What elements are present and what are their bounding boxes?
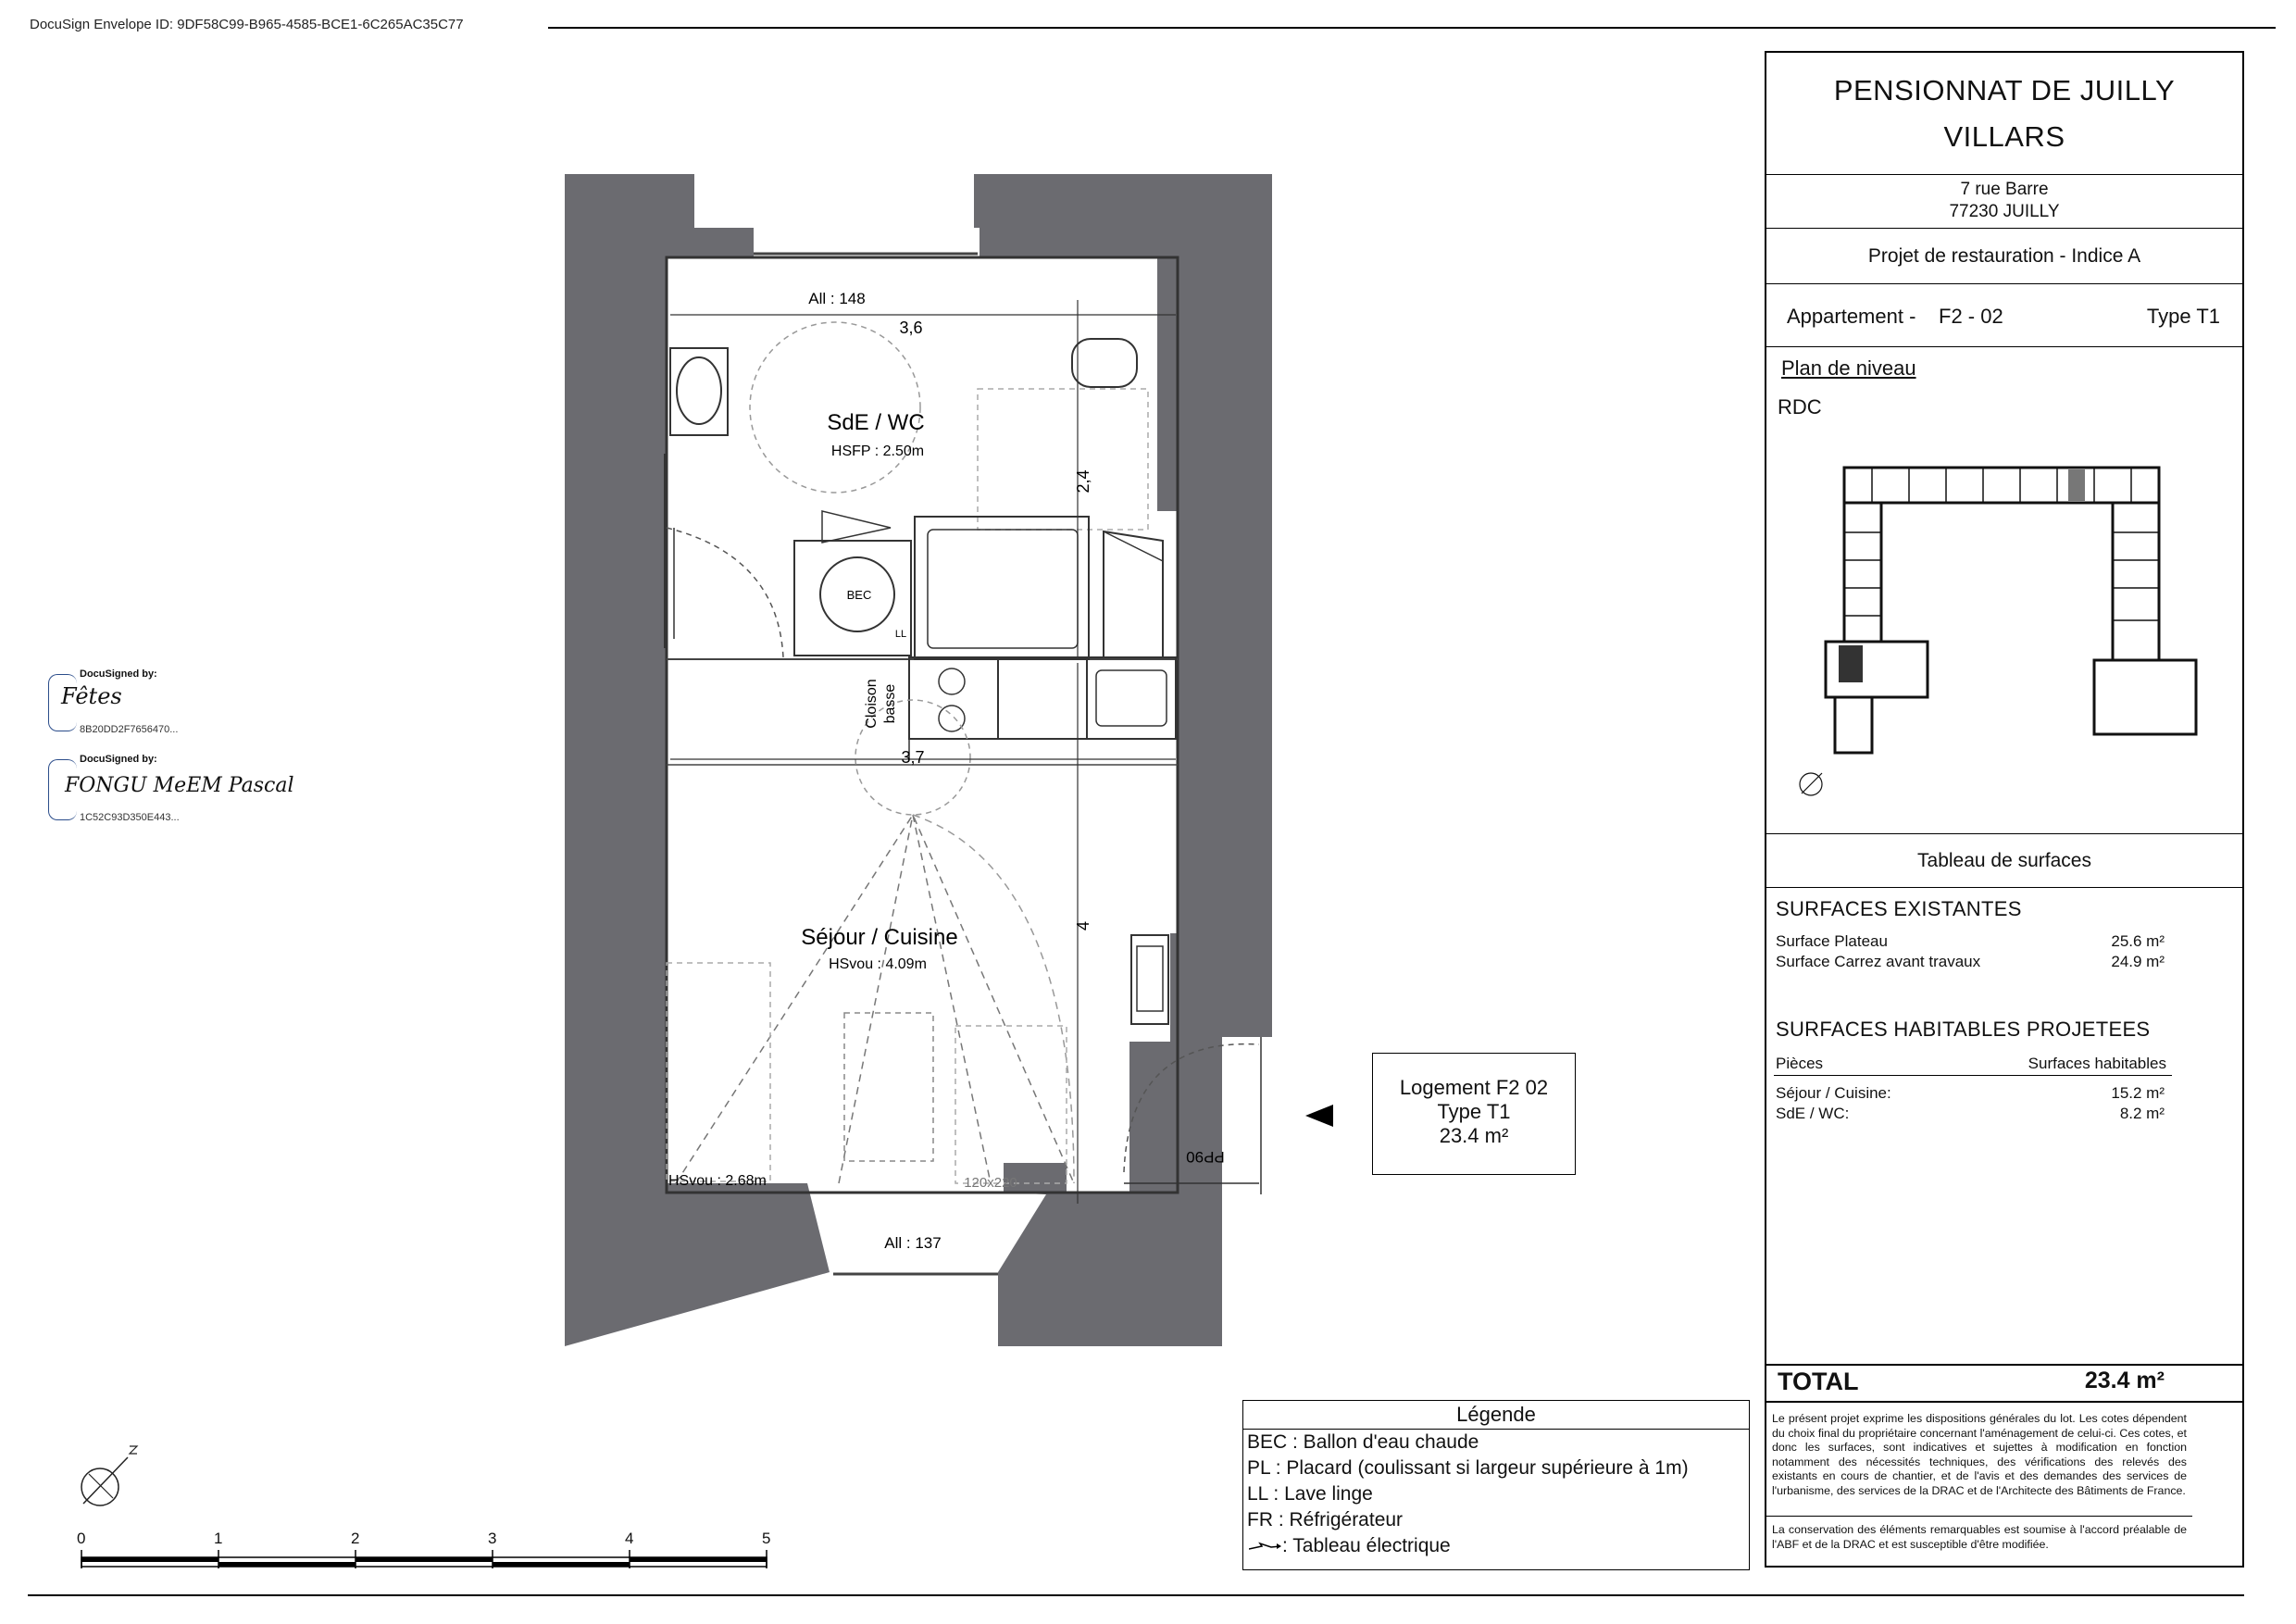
room-sde-name: SdE / WC [827,410,925,435]
signature-block-2 [48,754,326,828]
legend-item: PL : Placard (coulissant si largeur supérieure à 1m) [1247,1457,1689,1479]
disclaimer: Le présent projet exprime les dispositions générales du lot. Les cotes dépendent du choix final du propriétaire concernant l'aménagement de celui-ci. Ces cotes, et donc les surfaces, sont indicatives et sujettes à modification en fonction notamment des nécessités techniques, des vérifications des relevés des existants en cours de chantier, et de l'avis et des demandes des services de l'urbanisme, des services de la DRAC et de l'Architecte des Bâtiments de France. [1772,1412,2187,1497]
total-label: TOTAL [1778,1368,1859,1395]
projected-row-label: SdE / WC: [1776,1105,1850,1122]
scale-tick-5: 5 [762,1530,771,1547]
lodging-area: 23.4 m² [1439,1124,1509,1147]
scale-tick-3: 3 [488,1530,497,1547]
wall-left [565,174,754,1193]
projected-heading: SURFACES HABITABLES PROJETEES [1776,1018,2151,1041]
existing-row-label: Surface Plateau [1776,932,1888,950]
cloison-label: Cloison [864,679,880,729]
address-line: 7 rue Barre [1960,180,2049,199]
existing-row-label: Surface Carrez avant travaux [1776,953,1981,970]
signature-id: 1C52C93D350E443... [80,812,180,823]
north-arrow-icon [72,1441,146,1515]
scale-tick-2: 2 [351,1530,360,1547]
total-value: 23.4 m² [2084,1368,2165,1393]
plan-heading: Plan de niveau [1781,356,1916,380]
scale-tick-0: 0 [77,1530,86,1547]
dim-bottom-height: 4 [1074,920,1092,931]
existing-heading: SURFACES EXISTANTES [1776,897,2022,920]
bathroom-turn-circle [750,322,920,493]
bed-size-label: 120x220 [964,1175,1017,1191]
signature-block-1 [48,668,215,739]
kitchen-sink [1087,657,1176,739]
envelope-id: DocuSign Envelope ID: 9DF58C99-B965-4585-BCE1-6C265AC35C77 [30,17,464,32]
project-name-2: VILLARS [1943,120,2065,153]
surfaces-table-heading: Tableau de surfaces [1917,850,2091,871]
cloison-label-2: basse [882,683,898,724]
shower [915,517,1089,659]
apartment-type: Type T1 [2146,305,2220,328]
projected-row-value: 15.2 m² [2111,1084,2165,1102]
top-border-line [548,27,2276,29]
scale-tick-4: 4 [625,1530,634,1547]
lodging-type: Type T1 [1437,1100,1511,1123]
window-top-label: All : 148 [808,290,866,307]
col-pieces: Pièces [1776,1055,1824,1072]
disclaimer-2: La conservation des éléments remarquables est soumise à l'accord préalable de l'ABF et de la DRAC et est susceptible d'être modifiée. [1772,1523,2187,1551]
signature-name: Fêtes [61,683,122,709]
door-code-label: PP90 [1186,1148,1225,1166]
scale-bar [74,1528,796,1574]
legend-item: : Tableau électrique [1282,1535,1451,1556]
project-phase: Projet de restauration - Indice A [1867,245,2141,267]
bottom-border-line [28,1594,2244,1596]
sink [670,348,728,435]
dim-top-width: 3,6 [899,319,923,337]
legend-item: LL : Lave linge [1247,1483,1373,1505]
legend-title: Légende [1243,1401,1749,1430]
title-block [1765,51,2244,1568]
lodging-title: Logement F2 02 [1399,1076,1549,1099]
site-plan-thumbnail [1789,440,2233,810]
cooktop [909,657,998,739]
wall-top-right [971,174,1272,1196]
legend-item: FR : Réfrigérateur [1247,1509,1404,1530]
docusigned-label: DocuSigned by: [80,754,157,765]
electrical-panel-icon [1249,1541,1282,1552]
legend-item: BEC : Ballon d'eau chaude [1247,1431,1479,1453]
docusigned-label: DocuSigned by: [80,668,157,680]
wall-bottom-left [565,1183,830,1346]
project-name: PENSIONNAT DE JUILLY [1833,74,2176,106]
dim-top-height: 2,4 [1074,469,1092,493]
existing-row-value: 25.6 m² [2111,932,2165,950]
low-height-label: HSvou : 2.68m [668,1173,767,1189]
projected-row-value: 8.2 m² [2119,1105,2165,1122]
wall-bottom-right [998,1193,1222,1346]
scale-tick-1: 1 [214,1530,223,1547]
room-sejour-height: HSvou : 4.09m [829,956,927,972]
col-surfaces: Surfaces habitables [2028,1055,2166,1072]
signature-id: 8B20DD2F7656470... [80,724,179,735]
room-sejour-name: Séjour / Cuisine [801,925,958,950]
projected-row-label: Séjour / Cuisine: [1776,1084,1891,1102]
lodging-box [1372,1053,1576,1175]
signature-name: FONGU MeEM Pascal [65,774,294,797]
apartment-label: Appartement - [1787,305,1916,328]
bec-label: BEC [846,588,872,602]
ll-label: LL [894,629,907,640]
address-line-2: 77230 JUILLY [1949,202,2060,221]
wc [1072,339,1137,387]
dim-mid-width: 3,7 [901,748,925,767]
existing-row-value: 24.9 m² [2111,953,2165,970]
level-label: RDC [1778,395,1822,418]
floor-plan [555,167,1296,1361]
room-sde-height: HSFP : 2.50m [830,443,925,459]
arrow-left-icon [1305,1105,1333,1127]
legend [1242,1400,1750,1570]
apartment-code: F2 - 02 [1939,305,2003,328]
window-bottom-label: All : 137 [884,1234,942,1252]
